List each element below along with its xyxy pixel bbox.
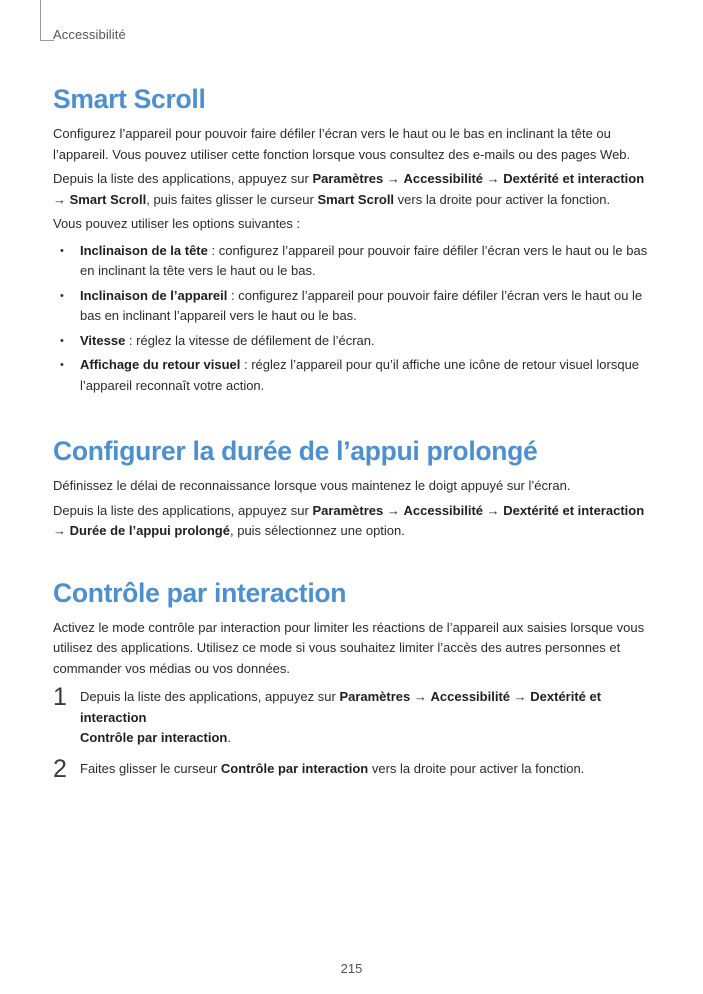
options-list [53, 241, 653, 397]
step-item [53, 754, 653, 783]
list-item: • Inclinaison de la tête : configurez l’appareil pour pouvoir faire défiler l’écran vers le haut ou le bas en inclinant la tête vers le haut ou le bas. [60, 242, 648, 278]
header-vertical-rule [40, 0, 41, 40]
section-title: Configurer la durée de l’appui prolongé [53, 436, 538, 466]
page-content [53, 82, 653, 789]
list-item: • Inclinaison de l’appareil : configurez l’appareil pour pouvoir faire défiler l’écran vers le haut ou le bas en inclinant l’appareil vers le haut ou le bas. [60, 287, 643, 323]
section-title: Smart Scroll [53, 84, 206, 114]
steps-list [53, 683, 653, 783]
section-long-press-duration [53, 434, 653, 542]
menu-path-instruction: Depuis la liste des applications, appuyez sur Paramètres → Accessibilité → Dextérité et interaction → Durée de l’appui prolongé, puis sélectionnez une option. [53, 502, 645, 538]
options-intro: Vous pouvez utiliser les options suivantes : [53, 216, 301, 231]
page-number: 215 [340, 961, 363, 976]
section-title: Contrôle par interaction [53, 577, 347, 608]
list-item: • Vitesse : réglez la vitesse de défilement de l’écran. [60, 332, 375, 348]
section-intro: Définissez le délai de reconnaissance lorsque vous maintenez le doigt appuyé sur l’écran. [53, 478, 571, 493]
step-text: Faites glisser le curseur Contrôle par interaction vers la droite pour activer la fonction. [80, 760, 585, 776]
running-header: Accessibilité [53, 27, 126, 42]
section-intro: Configurez l’appareil pour pouvoir faire défiler l’écran vers le haut ou le bas en inclinant la tête ou l’appareil. Vous pouvez utiliser cette fonction lorsque vous consultez des e-mails ou des pages Web. [53, 126, 631, 162]
step-item [53, 683, 653, 749]
list-item: • Affichage du retour visuel : réglez l’appareil pour qu’il affiche une icône de retour visuel lorsque l’appareil reconnaît votre action. [60, 357, 640, 393]
section-interaction-control [53, 576, 653, 783]
step-number: 1 [53, 683, 67, 711]
section-smart-scroll [53, 82, 653, 396]
section-intro: Activez le mode contrôle par interaction pour limiter les réactions de l’appareil aux saisies lorsque vous utilisez des applications. Utilisez ce mode si vous souhaitez limiter l’accès des autres personnes et commander vos médias ou vos données. [53, 619, 645, 676]
header-horizontal-rule [40, 40, 54, 41]
step-text: Depuis la liste des applications, appuyez sur Paramètres → Accessibilité → Dextérité et interaction Contrôle par interaction. [80, 689, 602, 745]
step-number: 2 [53, 754, 67, 783]
menu-path-instruction: Depuis la liste des applications, appuyez sur Paramètres → Accessibilité → Dextérité et interaction → Smart Scroll, puis faites glisser le curseur Smart Scroll vers la droite pour activer la fonction. [53, 171, 645, 207]
